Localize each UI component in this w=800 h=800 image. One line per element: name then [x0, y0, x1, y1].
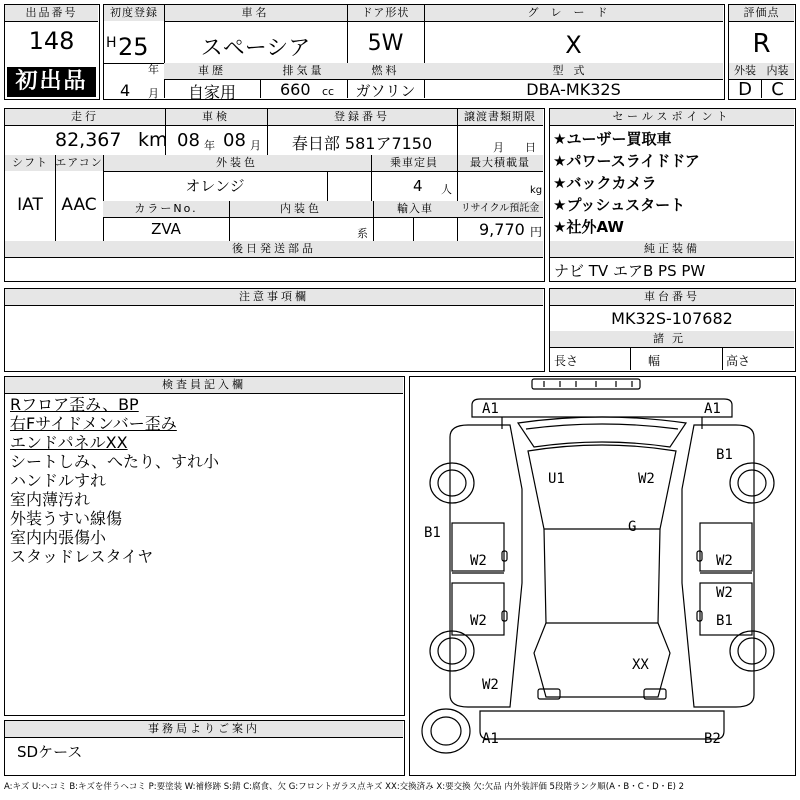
- mileage: 82,367: [55, 129, 122, 151]
- door-type: 5W: [367, 31, 404, 56]
- interior-label: 内装: [761, 63, 794, 79]
- notes-label: 注意事項欄: [5, 289, 543, 305]
- reg-month: 4: [120, 81, 131, 100]
- width-label: 幅: [648, 354, 661, 368]
- height-label: 高さ: [726, 354, 751, 368]
- door-label: ドア形状: [347, 5, 424, 21]
- color-number: ZVA: [151, 220, 181, 238]
- inspection-month: 08: [223, 130, 246, 151]
- mark-b2-bottom-right: B2: [704, 731, 721, 747]
- mark-a1-top-left: A1: [482, 401, 499, 417]
- car-name: スペーシア: [200, 36, 311, 61]
- car-diagram-box: [409, 376, 796, 776]
- sales-point-1: ★ユーザー買取車: [553, 130, 672, 148]
- era: H: [106, 35, 117, 51]
- exterior-color: オレンジ: [185, 177, 245, 195]
- plate-number: 春日部 581ア7150: [291, 134, 433, 153]
- capacity-label: 乗車定員: [371, 155, 457, 171]
- mark-u1: U1: [548, 471, 565, 487]
- office-value: SDケース: [17, 743, 83, 761]
- chassis-box: [549, 288, 796, 372]
- plate-label: 登録番号: [267, 109, 457, 125]
- main-header-box: [103, 4, 725, 100]
- inspection-year: 08: [177, 130, 200, 151]
- lot-box: [4, 4, 100, 100]
- score-label: 評価点: [729, 5, 794, 21]
- transfer-label: 譲渡書類期限: [457, 109, 543, 125]
- later-parts-label: 後日発送部品: [5, 241, 543, 257]
- transfer-day-unit: 日: [525, 141, 536, 154]
- sales-points-box: [549, 108, 796, 282]
- damage-legend: A:キズ U:ヘコミ B:キズを伴うヘコミ P:要塗装 W:補修跡 S:錆 C:腐食、欠 G:フロントガラス点キズ XX:交換済み X:要交換 欠:欠品 内外装評価 5段階ランク順(A・B・C・D・E) 2: [4, 782, 685, 792]
- score-box: [728, 4, 796, 100]
- mark-w2-left-2: W2: [470, 613, 487, 629]
- exterior-score: D: [738, 79, 752, 100]
- mileage-label: 走行: [5, 109, 165, 125]
- exterior-label: 外装: [729, 63, 761, 79]
- reg-year-unit: 年: [148, 63, 159, 76]
- inspection-year-unit: 年: [204, 139, 215, 152]
- color-label: 外装色: [103, 155, 371, 171]
- mark-w2-top: W2: [638, 471, 655, 487]
- first-reg-label: 初度登録: [104, 5, 164, 21]
- inspector-line-5: ハンドルすれ: [10, 471, 107, 490]
- fuel-label: 燃料: [347, 63, 424, 79]
- displacement-unit: cc: [322, 85, 335, 98]
- name-label: 車名: [164, 5, 347, 21]
- shift-label: シフト: [5, 155, 55, 171]
- displacement: 660: [280, 80, 311, 99]
- score: R: [752, 29, 771, 59]
- sales-points-label: セールスポイント: [550, 109, 794, 125]
- lot-number: 148: [28, 27, 75, 55]
- mark-xx: XX: [632, 657, 649, 673]
- ac-label: エアコン: [55, 156, 103, 169]
- inspector-line-1: Rフロア歪み、BP: [10, 395, 139, 414]
- detail-grid: [4, 108, 545, 282]
- inspector-box: [4, 376, 405, 716]
- inspector-line-9: スタッドレスタイヤ: [10, 547, 154, 566]
- inspector-line-6: 室内薄汚れ: [10, 490, 91, 509]
- inspection-label: 車検: [165, 109, 267, 125]
- model-code: DBA-MK32S: [526, 80, 621, 99]
- fuel: ガソリン: [355, 82, 416, 100]
- mark-w2-left-1: W2: [470, 553, 487, 569]
- lot-label: 出品番号: [5, 5, 98, 21]
- import-label: 輸入車: [373, 201, 457, 217]
- grade: X: [565, 31, 582, 59]
- car-history: 自家用: [187, 83, 236, 102]
- interior-color-label: 内装色: [229, 201, 373, 217]
- shift-type: IAT: [17, 195, 43, 215]
- mark-w2-right-2: W2: [716, 585, 733, 601]
- sales-point-5: ★社外AW: [553, 218, 624, 236]
- interior-score: C: [771, 79, 784, 100]
- recycle-label: リサイクル預託金: [457, 201, 543, 217]
- reg-year: 25: [118, 33, 149, 61]
- inspector-line-7: 外装うすい線傷: [10, 509, 123, 528]
- transfer-month-unit: 月: [493, 141, 504, 154]
- equipment-label: 純正装備: [550, 241, 794, 257]
- dims-label: 諸元: [550, 331, 794, 347]
- recycle-fee: 9,770: [479, 220, 525, 239]
- mark-b1-right-rear: B1: [716, 613, 733, 629]
- chassis-number: MK32S-107682: [611, 309, 733, 328]
- mark-w2-right-1: W2: [716, 553, 733, 569]
- mark-b1-left: B1: [424, 525, 441, 541]
- car-diagram: [410, 377, 794, 774]
- reg-month-unit: 月: [148, 87, 159, 100]
- office-label: 事務局よりご案内: [5, 721, 403, 737]
- notes-box: [4, 288, 545, 372]
- mileage-unit: km: [138, 129, 168, 151]
- recycle-unit: 円: [530, 225, 543, 239]
- load-unit: kg: [530, 185, 543, 196]
- mark-g: G: [628, 519, 637, 535]
- color-no-label: カラーNo.: [103, 201, 229, 217]
- grade-label: グレード: [424, 5, 723, 21]
- mark-a1-top-right: A1: [704, 401, 721, 417]
- inspection-month-unit: 月: [250, 139, 261, 152]
- inspector-line-3: エンドパネルXX: [10, 433, 128, 452]
- ac-type: AAC: [61, 195, 97, 215]
- sales-point-2: ★パワースライドドア: [553, 152, 700, 170]
- equipment-value: ナビ TV エアB PS PW: [554, 262, 706, 280]
- chassis-label: 車台番号: [550, 289, 794, 305]
- sales-point-3: ★バックカメラ: [553, 174, 657, 192]
- mark-a1-bottom-left: A1: [482, 731, 499, 747]
- inspector-line-8: 室内内張傷小: [10, 528, 107, 547]
- length-label: 長さ: [554, 354, 579, 368]
- capacity: 4: [413, 177, 423, 195]
- inspector-line-2: 右Fサイドメンバー歪み: [10, 414, 177, 433]
- first-listing-badge: 初出品: [7, 67, 96, 97]
- inspector-line-4: シートしみ、へたり、すれ小: [10, 452, 219, 471]
- model-label: 型式: [424, 63, 723, 79]
- mark-b1-right-front: B1: [716, 447, 733, 463]
- capacity-unit: 人: [441, 183, 452, 196]
- history-label: 車歴: [164, 63, 260, 79]
- sales-point-4: ★プッシュスタート: [553, 196, 686, 214]
- mark-w2-left-3: W2: [482, 677, 499, 693]
- interior-color-unit: 系: [357, 227, 368, 240]
- load-label: 最大積載量: [457, 155, 543, 171]
- office-box: [4, 720, 405, 776]
- inspector-label: 検査員記入欄: [5, 377, 403, 393]
- displacement-label: 排気量: [260, 63, 347, 79]
